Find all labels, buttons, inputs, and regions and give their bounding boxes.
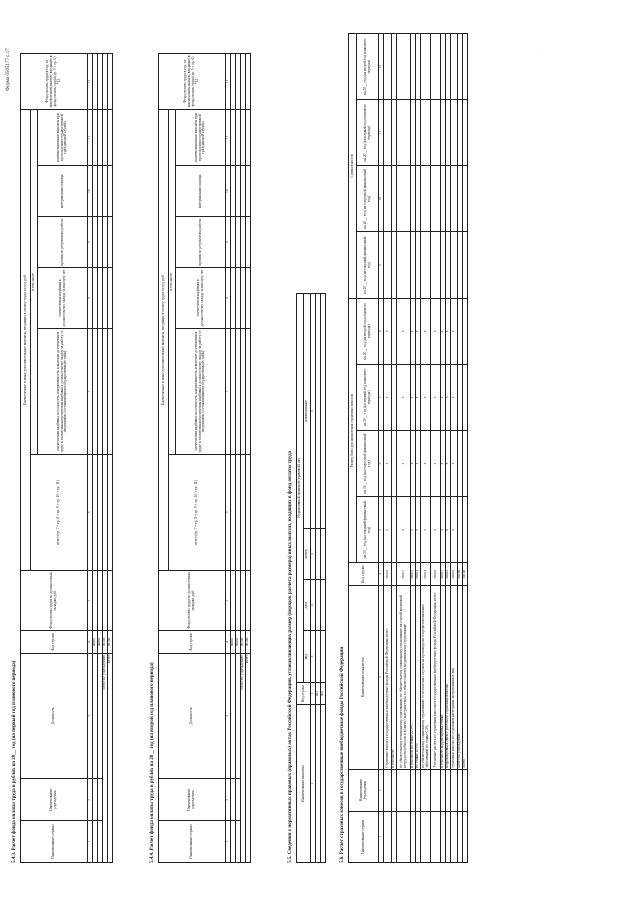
cell [463, 769, 468, 811]
row-code: 00023 [451, 563, 458, 585]
col-legal-act: Нормативный правовой (правовой) акт [297, 294, 304, 683]
col-allowance-complexity: ежемесячная надбавка за сложность, напряженность и высокие достижения в труде и ежемесячная процентная надбавка к должностному окладу за работу со сведениями, составляющими государственную тайну [176, 328, 226, 454]
table-row [431, 34, 441, 863]
num-cell: 2 [311, 682, 316, 705]
num-cell: 6 [88, 454, 93, 570]
value-cell [431, 100, 441, 166]
value-cell: x [416, 430, 421, 496]
row-code: 90100 [103, 631, 108, 653]
num-cell: 4 [88, 631, 93, 653]
row-code: 90100 [463, 563, 468, 585]
value-cell [431, 34, 441, 100]
col-year: на 20__ год (на первый год планового периода) [357, 364, 379, 430]
col-extra-payments: Ежемесячные и иные дополнительные выплаты, входящие в оплату труда за год, руб. [159, 109, 169, 570]
row-label: по обязательному пенсионному страхованию, по обязательному социальному страхованию на случай временной нетрудоспособности и в связи с материнством, по обязательному медицинскому страхованию [397, 585, 411, 769]
col-material-aid: материальная помощь [38, 166, 88, 217]
table-544 [158, 53, 251, 863]
value-cell: x [446, 430, 451, 496]
value-cell: x [397, 364, 411, 430]
col-institution: Наименование учреждения [159, 779, 226, 821]
table-row [397, 34, 411, 863]
value-cell: x [431, 497, 441, 563]
num-cell: 11 [226, 109, 231, 165]
cell [451, 769, 458, 811]
value-cell [463, 364, 468, 430]
value-cell [397, 100, 411, 166]
num-cell: 10 [379, 166, 384, 232]
num-cell: 4 [311, 580, 316, 631]
section-56-title: 5.6. Расчет страховых взносов в государственные внебюджетные фонды Российской Федерации [340, 646, 345, 863]
all-label: Всего [246, 653, 251, 862]
value-cell: x [397, 430, 411, 496]
section-55-title: 5.5. Сведения о нормативных правовых (правовых) актах Российской Федерации, устанавливающих размер (порядок расчета размера) иных выплат, входящих в фонд оплаты труда [288, 450, 293, 863]
row-code: 90100 [246, 631, 251, 653]
col-bonuses: премии по результатам работы [176, 217, 226, 268]
col-annual-fund: Фонд оплаты труда в год, за исключением выплат, входящих в фонд оплаты труда (гр. 5 + гр. 6) *12 [21, 54, 88, 110]
col-allowance-seniority: ежемесячная надбавка к должностному окладу за выслугу лет [38, 268, 88, 329]
value-cell [421, 166, 431, 232]
col-bonuses: премии по результатам работы [38, 217, 88, 268]
col-incl: в том числе [169, 109, 176, 454]
row-label: Всего [463, 585, 468, 769]
row-code: 00001 [231, 631, 236, 653]
row-code: 00001 [93, 631, 98, 653]
col-code: Код строки [297, 682, 311, 705]
num-cell: 1 [226, 821, 231, 863]
row-code: 00014 [421, 563, 431, 585]
cell [431, 811, 441, 862]
value-cell [463, 34, 468, 100]
num-cell: 6 [311, 294, 316, 529]
row-code: 00022 [446, 563, 451, 585]
cell [384, 769, 392, 811]
num-cell: 1 [88, 821, 93, 863]
value-cell: x [384, 298, 392, 364]
col-code: Код строки [159, 631, 226, 653]
num-cell: 9 [379, 232, 384, 298]
value-cell [384, 34, 392, 100]
num-cell: 2 [379, 769, 384, 811]
value-cell: x [397, 497, 411, 563]
value-cell [451, 232, 458, 298]
row-label: страховые взносы по отдельным категориям застрахованных лиц [451, 585, 458, 769]
num-cell: 8 [226, 268, 231, 329]
value-cell: x [416, 364, 421, 430]
num-cell: 7 [226, 328, 231, 454]
num-cell: 10 [88, 166, 93, 217]
cell [384, 811, 392, 862]
num-cell: 11 [379, 100, 384, 166]
value-cell [463, 430, 468, 496]
col-year: на 20__ год (на второй год планового периода) [357, 298, 379, 364]
row-code: 00021 [441, 563, 446, 585]
row-label: по обязательному социальному страхованию от несчастных случаев на производстве и профессиональных заболеваний по ставке 0,2% [421, 585, 431, 769]
row-label: Страховые взносы в государственные внебюджетные фонды Российской Федерации, всего [384, 585, 392, 769]
row-label: Уточнение расчета по страховым взносам в государственные внебюджетные фонды Российской Федерации, всего [431, 585, 441, 769]
num-cell: 3 [88, 653, 93, 779]
num-cell: 9 [226, 217, 231, 268]
value-cell: x [441, 298, 446, 364]
value-cell: x [446, 364, 451, 430]
value-cell [451, 34, 458, 100]
row-label: в том числе: корректировка ставки [441, 585, 446, 769]
col-year: на 20__ год (на текущий финансовый год) [357, 232, 379, 298]
col-salary-fund: Фонд оплаты труда по должностным окладам, руб. [159, 570, 226, 631]
row-label: Итого по учреждению: [458, 585, 463, 769]
num-cell: 5 [88, 570, 93, 631]
table-row [421, 34, 431, 863]
col-payment-name: Наименование выплаты [297, 705, 311, 863]
value-cell: x [384, 364, 392, 430]
value-cell [421, 232, 431, 298]
value-cell: x [451, 430, 458, 496]
cell [451, 811, 458, 862]
value-cell [384, 100, 392, 166]
table-543 [20, 53, 113, 863]
col-act-date: дата [304, 580, 311, 631]
col-code: Код строки [21, 631, 88, 653]
cell [421, 811, 431, 862]
col-act-type: вид [304, 631, 311, 682]
row-code: 00020 [431, 563, 441, 585]
num-cell: 4 [379, 563, 384, 585]
table-55 [296, 293, 326, 863]
row-label: в том числе: [392, 585, 397, 769]
num-cell: 4 [226, 631, 231, 653]
value-cell [431, 166, 441, 232]
row-code: 00013 [416, 563, 421, 585]
value-cell: x [416, 298, 421, 364]
value-cell [397, 166, 411, 232]
value-cell: x [446, 497, 451, 563]
num-cell: 5 [226, 570, 231, 631]
row-code: 00010 [384, 563, 392, 585]
row-label: корректировка в связи с ростом по страховым взносам [446, 585, 451, 769]
row-code: 00011 [397, 563, 411, 585]
num-cell: 12 [379, 34, 384, 100]
row-code: 90100 [108, 631, 113, 653]
num-cell: 11 [88, 109, 93, 165]
value-cell [463, 232, 468, 298]
num-cell: 1 [379, 811, 384, 862]
total-label: Итого по учреждению: [241, 653, 246, 862]
cell [431, 769, 441, 811]
num-cell: 7 [379, 364, 384, 430]
value-cell: x [431, 364, 441, 430]
value-cell [463, 497, 468, 563]
all-label: Всего [108, 653, 113, 862]
col-indicator: Наименование показателя [349, 585, 379, 769]
cell [421, 769, 431, 811]
value-cell: x [411, 298, 416, 364]
col-year: на 20__ год (на первый год планового периода) [357, 100, 379, 166]
value-cell [384, 232, 392, 298]
value-cell: x [421, 430, 431, 496]
row-label: в том числе по ставке 22,0% [411, 585, 416, 769]
num-cell: 7 [88, 328, 93, 454]
value-cell: x [411, 497, 416, 563]
col-base: Размер базы для начисления страховых взносов [349, 298, 357, 563]
col-act-name: наименование [304, 294, 311, 529]
value-cell: x [431, 298, 441, 364]
num-cell: 10 [226, 166, 231, 217]
col-institution: Наименование учреждения [349, 769, 379, 811]
value-cell: x [397, 298, 411, 364]
num-cell: 2 [88, 779, 93, 821]
col-year: на 20__ год (на очередной финансовый год) [357, 166, 379, 232]
col-act-number: номер [304, 528, 311, 579]
value-cell [384, 166, 392, 232]
value-cell [421, 34, 431, 100]
value-cell: x [451, 497, 458, 563]
col-annual-fund: Фонд оплаты труда в год, за исключением выплат, входящих в фонд оплаты труда (гр. 5 + гр. 6) *12 [159, 54, 226, 110]
table-56 [348, 33, 468, 863]
col-country: Наименование страны [21, 821, 88, 863]
cell [397, 811, 411, 862]
value-cell: x [441, 497, 446, 563]
table-row [463, 34, 468, 863]
col-compensation: компенсационные выплаты при прохождении государственной гражданской службы [176, 109, 226, 165]
value-cell [463, 298, 468, 364]
value-cell: x [431, 430, 441, 496]
row-label: по ставке 10,0% [416, 585, 421, 769]
col-country: Наименование страны [159, 821, 226, 863]
num-cell: 3 [379, 585, 384, 769]
value-cell: x [411, 364, 416, 430]
num-cell: 5 [311, 528, 316, 579]
num-cell: 9 [88, 217, 93, 268]
num-cell: 8 [379, 298, 384, 364]
table-row [384, 34, 392, 863]
value-cell [451, 166, 458, 232]
col-salary-fund: Фонд оплаты труда по должностным окладам, руб. [21, 570, 88, 631]
num-cell: 5 [379, 497, 384, 563]
value-cell [431, 232, 441, 298]
section-543-title: 5.4.3. Расчет фонда оплаты труда в рублях на 20__ год (на первый год планового периода) [12, 660, 17, 863]
col-allowance-seniority: ежемесячная надбавка к должностному окладу за выслугу лет [176, 268, 226, 329]
col-total: всего (гр. 7 = гр. 8 + гр. 9 + гр. 10 + гр. 11) [31, 454, 88, 570]
num-cell: 3 [311, 631, 316, 682]
table-56-body [384, 34, 468, 863]
value-cell [397, 232, 411, 298]
col-material-aid: материальная помощь [176, 166, 226, 217]
col-year: на 20__ год (на текущий финансовый год) [357, 497, 379, 563]
col-code: Код строки [349, 563, 379, 585]
section-544-title: 5.4.4. Расчет фонда оплаты труда в рублях на 20__ год (на второй год планового периода) [150, 662, 155, 863]
row-code: 00012 [411, 563, 416, 585]
value-cell: x [384, 430, 392, 496]
num-cell: 12 [226, 54, 231, 110]
value-cell [463, 166, 468, 232]
cell [463, 811, 468, 862]
col-position: Должность [21, 653, 88, 779]
col-incl: в том числе [31, 109, 38, 454]
row-code: 90100 [241, 631, 246, 653]
num-cell: 3 [226, 653, 231, 779]
col-position: Должность [159, 653, 226, 779]
value-cell: x [451, 298, 458, 364]
value-cell: x [416, 497, 421, 563]
row-code: 001 [316, 682, 321, 705]
value-cell: x [384, 497, 392, 563]
total-label: Итого по учреждению: [103, 653, 108, 862]
value-cell: x [421, 497, 431, 563]
value-cell: x [451, 364, 458, 430]
row-code: 002 [321, 682, 326, 705]
value-cell: x [441, 364, 446, 430]
value-cell: x [421, 298, 431, 364]
form-code: Форма 0505177 с.17 [6, 48, 11, 91]
value-cell [463, 100, 468, 166]
num-cell: 8 [88, 268, 93, 329]
col-institution: Наименование учреждения [21, 779, 88, 821]
num-cell: 12 [88, 54, 93, 110]
cell [397, 769, 411, 811]
num-cell: 6 [379, 430, 384, 496]
row-code: 00002 [236, 631, 241, 653]
col-total: всего (гр. 7 = гр. 8 + гр. 9 + гр. 10 + гр. 11) [169, 454, 226, 570]
value-cell [421, 100, 431, 166]
col-contributions: Сумма взносов [349, 34, 357, 299]
col-year: на 20__ год (на очередной финансовый год) [357, 430, 379, 496]
col-extra-payments: Ежемесячные и иные дополнительные выплаты, входящие в оплату труда за год, руб. [21, 109, 31, 570]
scan-mark: · [540, 49, 545, 51]
value-cell: x [421, 364, 431, 430]
col-allowance-complexity: ежемесячная надбавка за сложность, напряженность и высокие достижения в труде и ежемесячная процентная надбавка к должностному окладу за работу со сведениями, составляющими государственную тайну [38, 328, 88, 454]
row-code: 00002 [98, 631, 103, 653]
value-cell [397, 34, 411, 100]
num-cell: 1 [311, 705, 316, 863]
num-cell: 6 [226, 454, 231, 570]
row-code: 90100 [458, 563, 463, 585]
num-cell: 2 [226, 779, 231, 821]
col-compensation: компенсационные выплаты при прохождении государственной гражданской службы [38, 109, 88, 165]
value-cell: x [446, 298, 451, 364]
col-year: на 20__ год (на второй год планового периода) [357, 34, 379, 100]
value-cell: x [441, 430, 446, 496]
value-cell [451, 100, 458, 166]
col-country: Наименование страны [349, 811, 379, 862]
value-cell: x [411, 430, 416, 496]
